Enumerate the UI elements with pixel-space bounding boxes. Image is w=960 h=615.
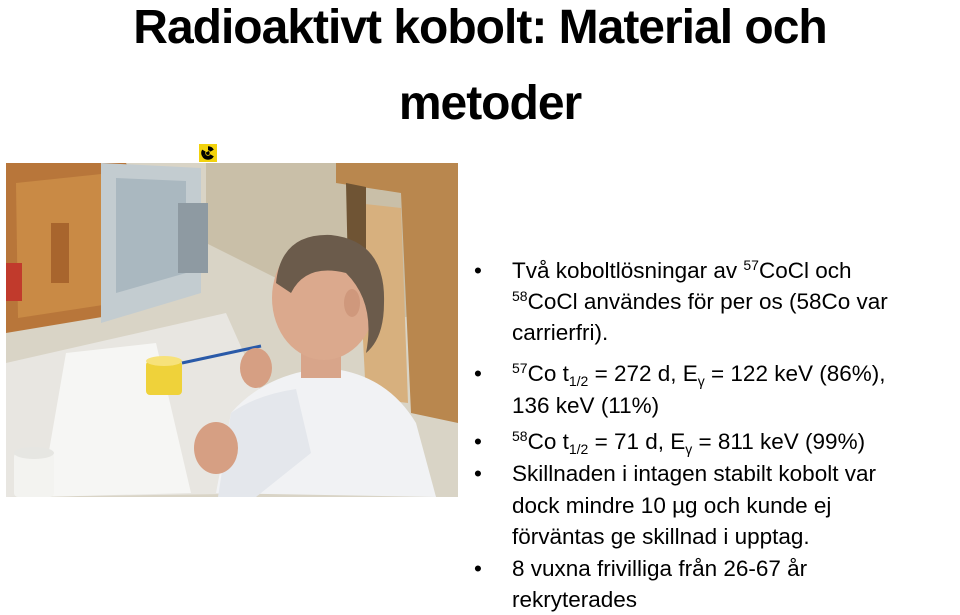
bullet-text-part: Co t <box>527 429 569 454</box>
isotope-superscript: 57 <box>743 257 759 273</box>
bullet-marker: • <box>474 361 482 386</box>
bullet-text <box>512 358 886 389</box>
bullet-text-part: = 272 d, E <box>588 361 698 386</box>
bullet-text-part: = 811 keV (99%) <box>692 429 866 454</box>
bullet-text-part: CoCl och <box>758 258 852 283</box>
gamma-subscript: γ <box>697 373 705 389</box>
bullet-text: dock mindre 10 µg och kunde ej <box>512 493 832 518</box>
bullet-text <box>512 255 852 286</box>
bullet-marker: • <box>474 461 482 486</box>
half-life-subscript: 1/2 <box>568 373 589 389</box>
bullet-text: 136 keV (11%) <box>512 393 660 418</box>
bullet-text-part: Två koboltlösningar av <box>512 258 744 283</box>
isotope-superscript: 58 <box>512 428 528 444</box>
bullet-text: 8 vuxna frivilliga från 26-67 år <box>512 556 808 581</box>
bullet-text-part: CoCl användes för per os (58Co var <box>527 289 888 314</box>
bullet-text-part: = 122 keV (86%), <box>704 361 886 386</box>
slide-title-line-2: metoder <box>398 77 582 130</box>
bullet-marker: • <box>474 556 482 581</box>
bullet-text: förväntas ge skillnad i upptag. <box>512 524 810 549</box>
isotope-superscript: 57 <box>512 360 528 376</box>
bullet-marker: • <box>474 429 482 454</box>
isotope-superscript: 58 <box>512 288 528 304</box>
bullet-text: rekryterades <box>512 587 638 612</box>
bullet-marker: • <box>474 258 482 283</box>
bullet-text-part: = 71 d, E <box>588 429 686 454</box>
bullet-text-part: Co t <box>527 361 569 386</box>
slide-title-line-1: Radioaktivt kobolt: Material och <box>133 1 827 54</box>
bullet-text <box>512 286 888 317</box>
half-life-subscript: 1/2 <box>568 441 589 457</box>
gamma-subscript: γ <box>685 441 693 457</box>
bullet-text: Skillnaden i intagen stabilt kobolt var <box>512 461 876 486</box>
bullet-text <box>512 426 865 457</box>
bullet-text: carrierfri). <box>512 320 609 345</box>
